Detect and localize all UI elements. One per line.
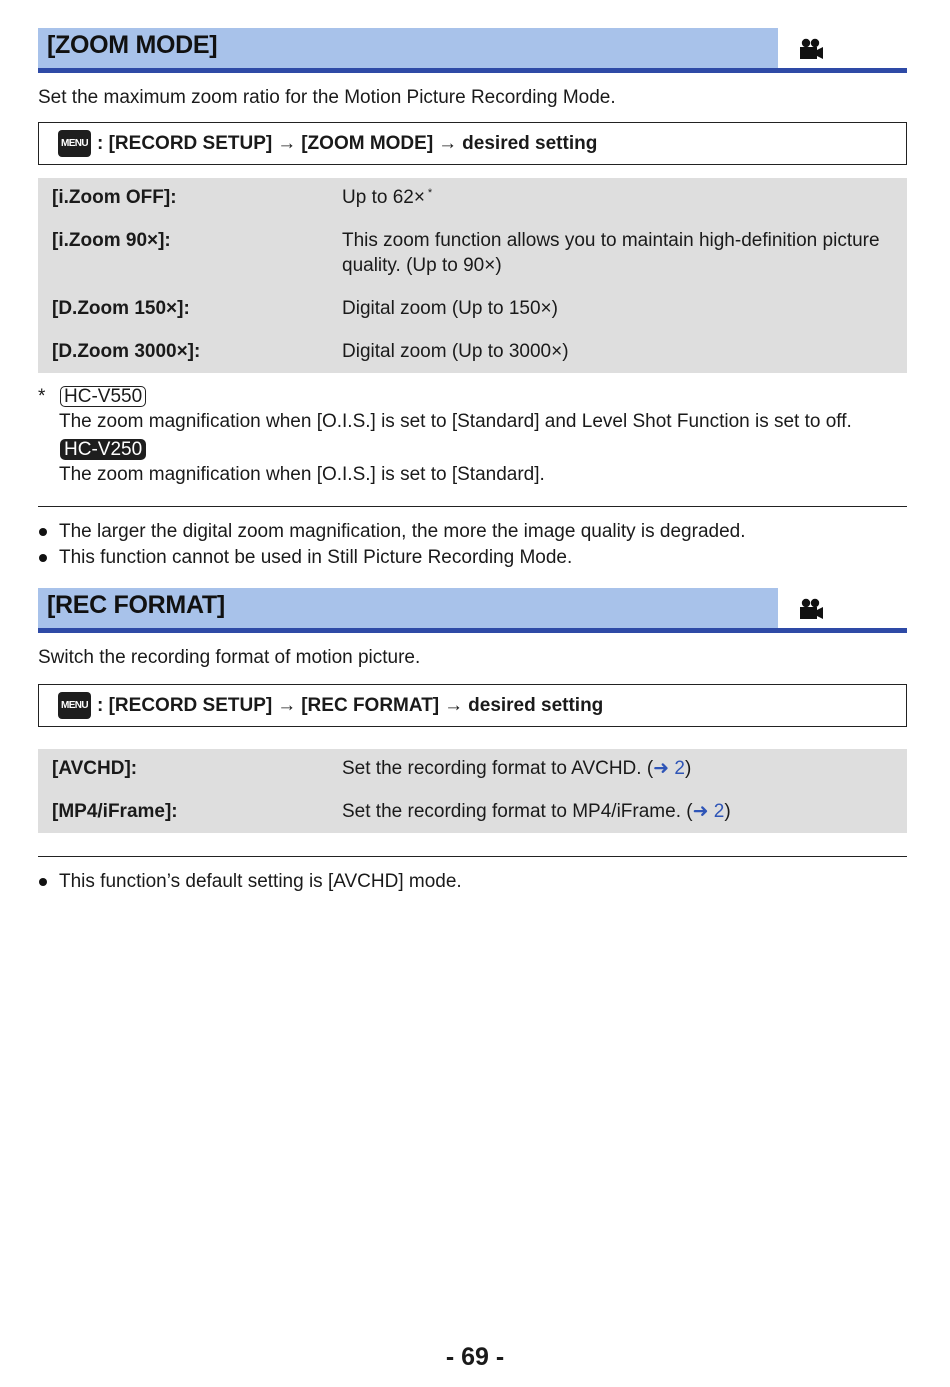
divider	[38, 506, 907, 507]
setting-description: Digital zoom (Up to 3000×)	[342, 341, 569, 362]
footnote-body	[59, 384, 907, 487]
setting-name: [AVCHD]:	[52, 758, 138, 779]
arrow-icon: →	[438, 132, 458, 154]
notes-list	[38, 519, 907, 571]
menu-path-suffix: desired setting	[462, 132, 598, 154]
settings-table	[38, 178, 907, 373]
model-badge-solid: HC-V250	[60, 439, 146, 460]
page-number: - 69 -	[445, 1343, 505, 1371]
motion-picture-icon	[798, 37, 824, 61]
menu-icon: MENU	[58, 692, 91, 719]
setting-description-text: Set the recording format to MP4/iFrame. (	[342, 801, 693, 822]
setting-name: [D.Zoom 3000×]:	[52, 341, 201, 362]
menu-path-item: [REC FORMAT]	[301, 694, 440, 716]
section-rule	[38, 68, 907, 73]
menu-path-item: [ZOOM MODE]	[301, 132, 434, 154]
section-description: Set the maximum zoom ratio for the Motion Picture Recording Mode.	[38, 87, 616, 108]
settings-row	[38, 228, 907, 278]
manual-page	[38, 28, 907, 895]
arrow-icon: →	[277, 132, 297, 154]
settings-table	[38, 749, 907, 833]
setting-description-close: )	[684, 758, 692, 779]
page-link[interactable]: ➜ 2	[653, 758, 685, 779]
note-item: This function cannot be used in Still Picture Recording Mode.	[38, 545, 907, 571]
setting-name: [i.Zoom OFF]:	[52, 187, 177, 208]
menu-path	[38, 684, 907, 727]
setting-description	[342, 185, 902, 210]
footnote-mark: *	[38, 386, 46, 407]
section-description: Switch the recording format of motion picture.	[38, 647, 421, 668]
model-badge-outline: HC-V550	[60, 386, 146, 407]
menu-icon: MENU	[58, 130, 91, 157]
setting-name: [i.Zoom 90×]:	[52, 230, 171, 251]
menu-path	[38, 122, 907, 165]
menu-path-prefix: : [RECORD SETUP]	[97, 694, 273, 716]
arrow-icon: →	[444, 694, 464, 716]
page-link[interactable]: ➜ 2	[692, 801, 725, 822]
rec-format-section	[38, 588, 907, 895]
footnote-text: The zoom magnification when [O.I.S.] is set to [Standard] and Level Shot Function is set to off.	[59, 411, 852, 432]
settings-row	[38, 756, 907, 781]
motion-picture-icon	[798, 597, 824, 621]
section-header	[38, 28, 907, 74]
setting-name: [D.Zoom 150×]:	[52, 298, 190, 319]
setting-description	[342, 756, 902, 781]
setting-description-text: Up to 62×	[342, 187, 425, 208]
section-header	[38, 588, 907, 634]
divider	[38, 856, 907, 857]
notes-list	[38, 869, 907, 895]
setting-description: Digital zoom (Up to 150×)	[342, 298, 558, 319]
setting-description-close: )	[724, 801, 731, 822]
setting-name: [MP4/iFrame]:	[52, 801, 178, 822]
zoom-mode-section	[38, 28, 907, 571]
settings-row	[38, 799, 907, 824]
footnote-text: The zoom magnification when [O.I.S.] is set to [Standard].	[59, 464, 545, 485]
note-item: This function’s default setting is [AVCHD] mode.	[38, 869, 907, 895]
settings-row	[38, 296, 907, 321]
footnote-mark: *	[427, 187, 433, 199]
note-item: The larger the digital zoom magnification, the more the image quality is degraded.	[38, 519, 907, 545]
menu-path-suffix: desired setting	[468, 694, 604, 716]
setting-description	[342, 799, 902, 824]
section-title: [ZOOM MODE]	[47, 31, 218, 59]
menu-path-prefix: : [RECORD SETUP]	[97, 132, 273, 154]
settings-row	[38, 185, 907, 210]
footnote	[38, 384, 907, 487]
section-rule	[38, 628, 907, 633]
setting-description: This zoom function allows you to maintain high-definition picture quality. (Up to 90×)	[342, 230, 880, 276]
section-title: [REC FORMAT]	[47, 591, 225, 619]
setting-description-text: Set the recording format to AVCHD. (	[342, 758, 654, 779]
settings-row	[38, 339, 907, 364]
arrow-icon: →	[277, 694, 297, 716]
